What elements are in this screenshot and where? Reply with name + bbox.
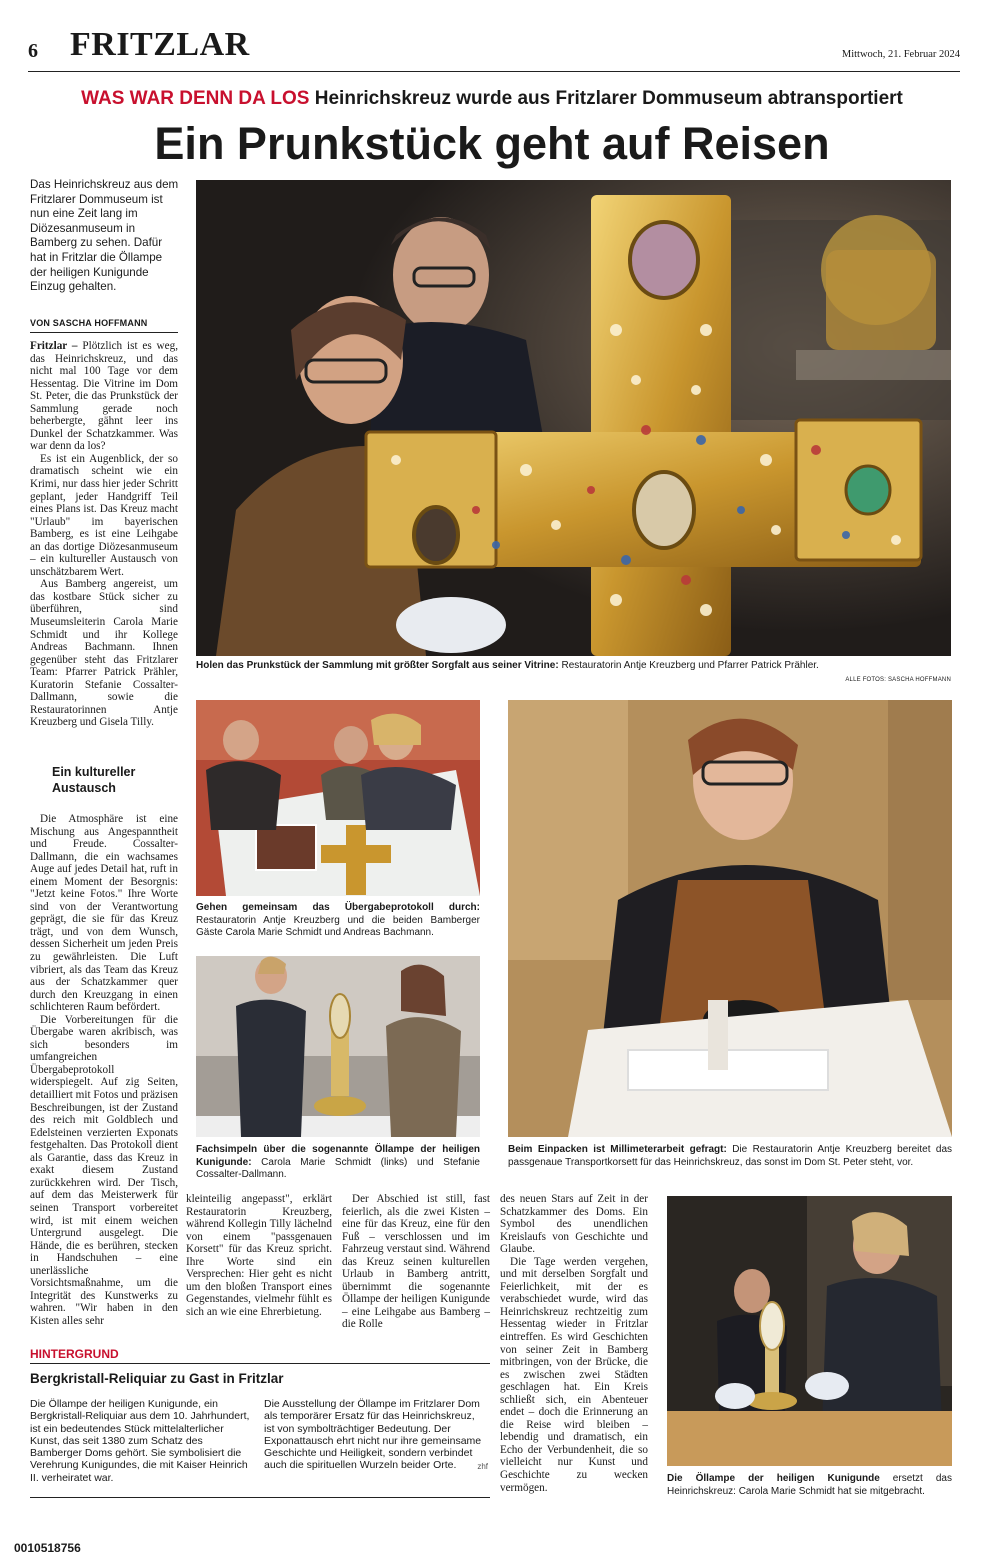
- background-title: Bergkristall-Reliquiar zu Gast in Fritzlar: [30, 1371, 284, 1386]
- caption-text: ersetzt das Heinrichskreuz: Carola Marie Schmidt hat sie mitgebracht.: [667, 1473, 952, 1497]
- background-bottom-rule: [30, 1497, 490, 1498]
- protocol-photo-caption: [196, 902, 480, 940]
- article-column-1: [30, 340, 178, 729]
- packing-photo-caption: [508, 1144, 952, 1169]
- paragraph: Die Tage werden vergehen, und mit derselben Sorgfalt und Feierlichkeit, mit der es verabschiedet wurde, wird das Heinrichskreuz rechtzeitig zum Hessentag wieder in Fritzlar eintreffen. Es wird Geschichten von seiner Zeit in Bamberg mitbringen, von der Brücke, die es zwischen zwei Städten geschlagen hat. Ein Kreis schließt sich, ein Abenteuer endet – doch die Erinnerung an die Reise wird bleiben – lebendig und dramatisch, ein Echo der Verbundenheit, die so vielleicht nur Kunst und Geschichte zu wecken vermögen.: [500, 1255, 648, 1494]
- paragraph: Aus Bamberg angereist, um das kostbare Stück sicher zu überführen, sind Museumsleiterin Carola Marie Schmidt und ihr Kollege Andreas Bachmann. Ihnen gegenüber steht das Fritzlarer Team: Pfarrer Patrick Prähler, Kuratorin Stefanie Cossalter-Dallmann, sowie die Restauratorinnen Antje Kreuzberg und Gisela Tilly.: [30, 578, 178, 729]
- headline: Ein Prunkstück geht auf Reisen: [154, 118, 830, 169]
- kicker-label: WAS WAR DENN DA LOS: [81, 88, 310, 109]
- paragraph: kleinteilig angepasst", erklärt Restauratorin Kreuzberg, während Kollegin Tilly lächelnd von einem "passgenauen Korsett" für das Kreuz spricht. Ihre Worte sind ein Versprechen: Hier geht es nicht um den bloßen Transport eines Gegenstandes, vielmehr fühlt es sich an wie eine Ehrerbietung.: [186, 1193, 332, 1318]
- packing-photo: [508, 700, 952, 1137]
- header-rule: [28, 71, 960, 72]
- caption-lead: Die Öllampe der heiligen Kunigunde: [667, 1473, 880, 1484]
- caption-lead: Holen das Prunkstück der Sammlung mit größter Sorgfalt aus seiner Vitrine:: [196, 660, 559, 671]
- lamp-photo-caption: [196, 1144, 480, 1182]
- main-photo: [196, 180, 951, 656]
- kicker: [0, 88, 984, 110]
- lamp-display-photo-caption: [667, 1473, 952, 1498]
- paragraph: Fritzlar – Plötzlich ist es weg, das Heinrichskreuz, und das nicht mal 100 Tage vor dem Hessentag. Die Vitrine im Dom St. Peter, die das Prunkstück der Sammlung gerade noch beherbergte, gähnt leer ins Dunkel der Schatzkammer. Was war denn da los?: [30, 340, 178, 453]
- background-label: HINTERGRUND: [30, 1347, 119, 1361]
- lamp-display-photo: [667, 1196, 952, 1466]
- paragraph: Die Vorbereitungen für die Übergabe waren akribisch, was sich besonders im umfangreichen Übergabeprotokoll widerspiegelt. Auf zig Seiten, detailliert mit Fotos und präzisen Beschreibungen, ist der Zustand des reich mit Goldblech und Edelsteinen verzierten Exponats festgehalten. Das Protokoll dient als Garantie, dass das Kreuz in exakt diesem Zustand zurückkehren wird. Der Tisch, auf dem das Meisterwerk für seinen Transport vorbereitet wird, ist mit einem weichen Untergrund ausgelegt. Die Hände, die es berühren, stecken in Handschuhen – eine unerlässliche Vorsichtsmaßnahme, um die Integrität des Kunstwerks zu wahren. "Wir haben in den Kisten alles sehr: [30, 1013, 178, 1327]
- photo-credit: ALLE FOTOS: SASCHA HOFFMANN: [845, 677, 951, 683]
- section-title: FRITZLAR: [70, 26, 250, 63]
- paragraph: Es ist ein Augenblick, der so dramatisch scheint wie ein Krimi, nur dass hier jeder Schritt geplant, jeder Handgriff Teil eines Plans ist. Das Kreuz macht "Urlaub" im bayerischen Bamberg, es ist eine Leihgabe an das dortige Diözesanmuseum – ein kultureller Austausch von unschätzbarem Wert.: [30, 452, 178, 578]
- background-text: Die Ausstellung der Öllampe im Fritzlarer Dom als temporärer Ersatz für das Heinrichskreuz, ist von symbolträchtiger Bedeutung. Der Exponattausch ehrt nicht nur ihre gemeinsame Geschichte und Heiligkeit, sondern verbindet auch die spirituellen Wurzeln beider Orte.: [264, 1398, 482, 1472]
- byline: VON SASCHA HOFFMANN: [30, 318, 148, 328]
- lead-paragraph: Das Heinrichskreuz aus dem Fritzlarer Dommuseum ist nun eine Zeit lang im Diözesanmuseum in Bamberg zu sehen. Dafür hat in Fritzlar die Öllampe der heiligen Kunigunde Einzug gehalten.: [30, 178, 179, 294]
- caption-text: Restauratorin Antje Kreuzberg und die beiden Bamberger Gäste Carola Marie Schmidt und Andreas Bachmann.: [196, 914, 480, 939]
- caption-lead: Beim Einpacken ist Millimeterarbeit gefragt:: [508, 1144, 727, 1155]
- issue-date: Mittwoch, 21. Februar 2024: [841, 49, 960, 60]
- main-photo-caption: [196, 660, 956, 673]
- subhead: Ein kultureller Austausch: [52, 765, 136, 795]
- article-column-2: [186, 1193, 332, 1318]
- caption-text: Carola Marie Schmidt (links) und Stefanie Cossalter-Dallmann.: [196, 1156, 480, 1181]
- caption-lead: Gehen gemeinsam das Übergabeprotokoll durch:: [196, 902, 480, 913]
- article-column-3: [342, 1193, 490, 1331]
- protocol-photo: [196, 700, 480, 896]
- paragraph: Die Atmosphäre ist eine Mischung aus Angespanntheit und Freude. Cossalter-Dallmann, die ein wachsames Auge auf jedes Detail hat, ruft in einem Moment der Besorgnis: "Jetzt keine Fotos." Ihre Worte sind von der Verantwortung geprägt, die sie für das Kreuz trägt, und von dem Wunsch, dessen Sicherheit um jeden Preis zu gewährleisten. Die Luft vibriert, als das Team das Kreuz aus der Schatzkammer quer durch den Kreuzgang in einen schlichteren Raum befördert.: [30, 813, 178, 1014]
- byline-rule: [30, 332, 178, 333]
- background-column-1: Die Öllampe der heiligen Kunigunde, ein Bergkristall-Reliquiar aus dem 10. Jahrhundert, ist ein bedeutendes Stück mittelalterlicher Kunst, das seit 1380 zum Schatz des Bamberger Doms gehört. Sie symbolisiert die Verehrung Kunigundes, die mit Kaiser Heinrich II. verheiratet war.: [30, 1398, 250, 1484]
- lamp-photo: [196, 956, 480, 1137]
- background-column-2: [264, 1398, 488, 1474]
- kicker-text: Heinrichskreuz wurde aus Fritzlarer Dommuseum abtransportiert: [314, 88, 903, 109]
- paragraph: des neuen Stars auf Zeit in der Schatzkammer des Doms. Ein Symbol des unendlichen Kreislaufs von Geschichte und Glaube.: [500, 1193, 648, 1256]
- footer-code: 0010518756: [14, 1541, 81, 1555]
- article-column-4: [500, 1193, 648, 1494]
- dateline: Fritzlar –: [30, 340, 78, 352]
- page-number: 6: [28, 40, 38, 62]
- background-rule: [30, 1363, 490, 1364]
- caption-lead: Fachsimpeln über die sogenannte Öllampe der heiligen Kunigunde:: [196, 1144, 480, 1168]
- caption-text: Die Restauratorin Antje Kreuzberg bereitet das passgenaue Transportkorsett für das Heinrichskreuz, das sonst im Dom St. Peter steht, vor.: [508, 1144, 953, 1168]
- author-initials: zhf: [477, 1462, 488, 1472]
- article-column-1b: [30, 813, 178, 1327]
- paragraph: Der Abschied ist still, fast feierlich, als die zwei Kisten – eine für das Kreuz, eine für den Fuß – verschlossen und im Fahrzeug verstaut sind. Während das Kreuz seinen kulturellen Urlaub in Bamberg antritt, übernimmt die sogenannte Öllampe der heiligen Kunigunde – eine Leihgabe aus Bamberg – die Rolle: [342, 1193, 490, 1331]
- caption-text: Restauratorin Antje Kreuzberg und Pfarrer Patrick Prähler.: [558, 660, 819, 671]
